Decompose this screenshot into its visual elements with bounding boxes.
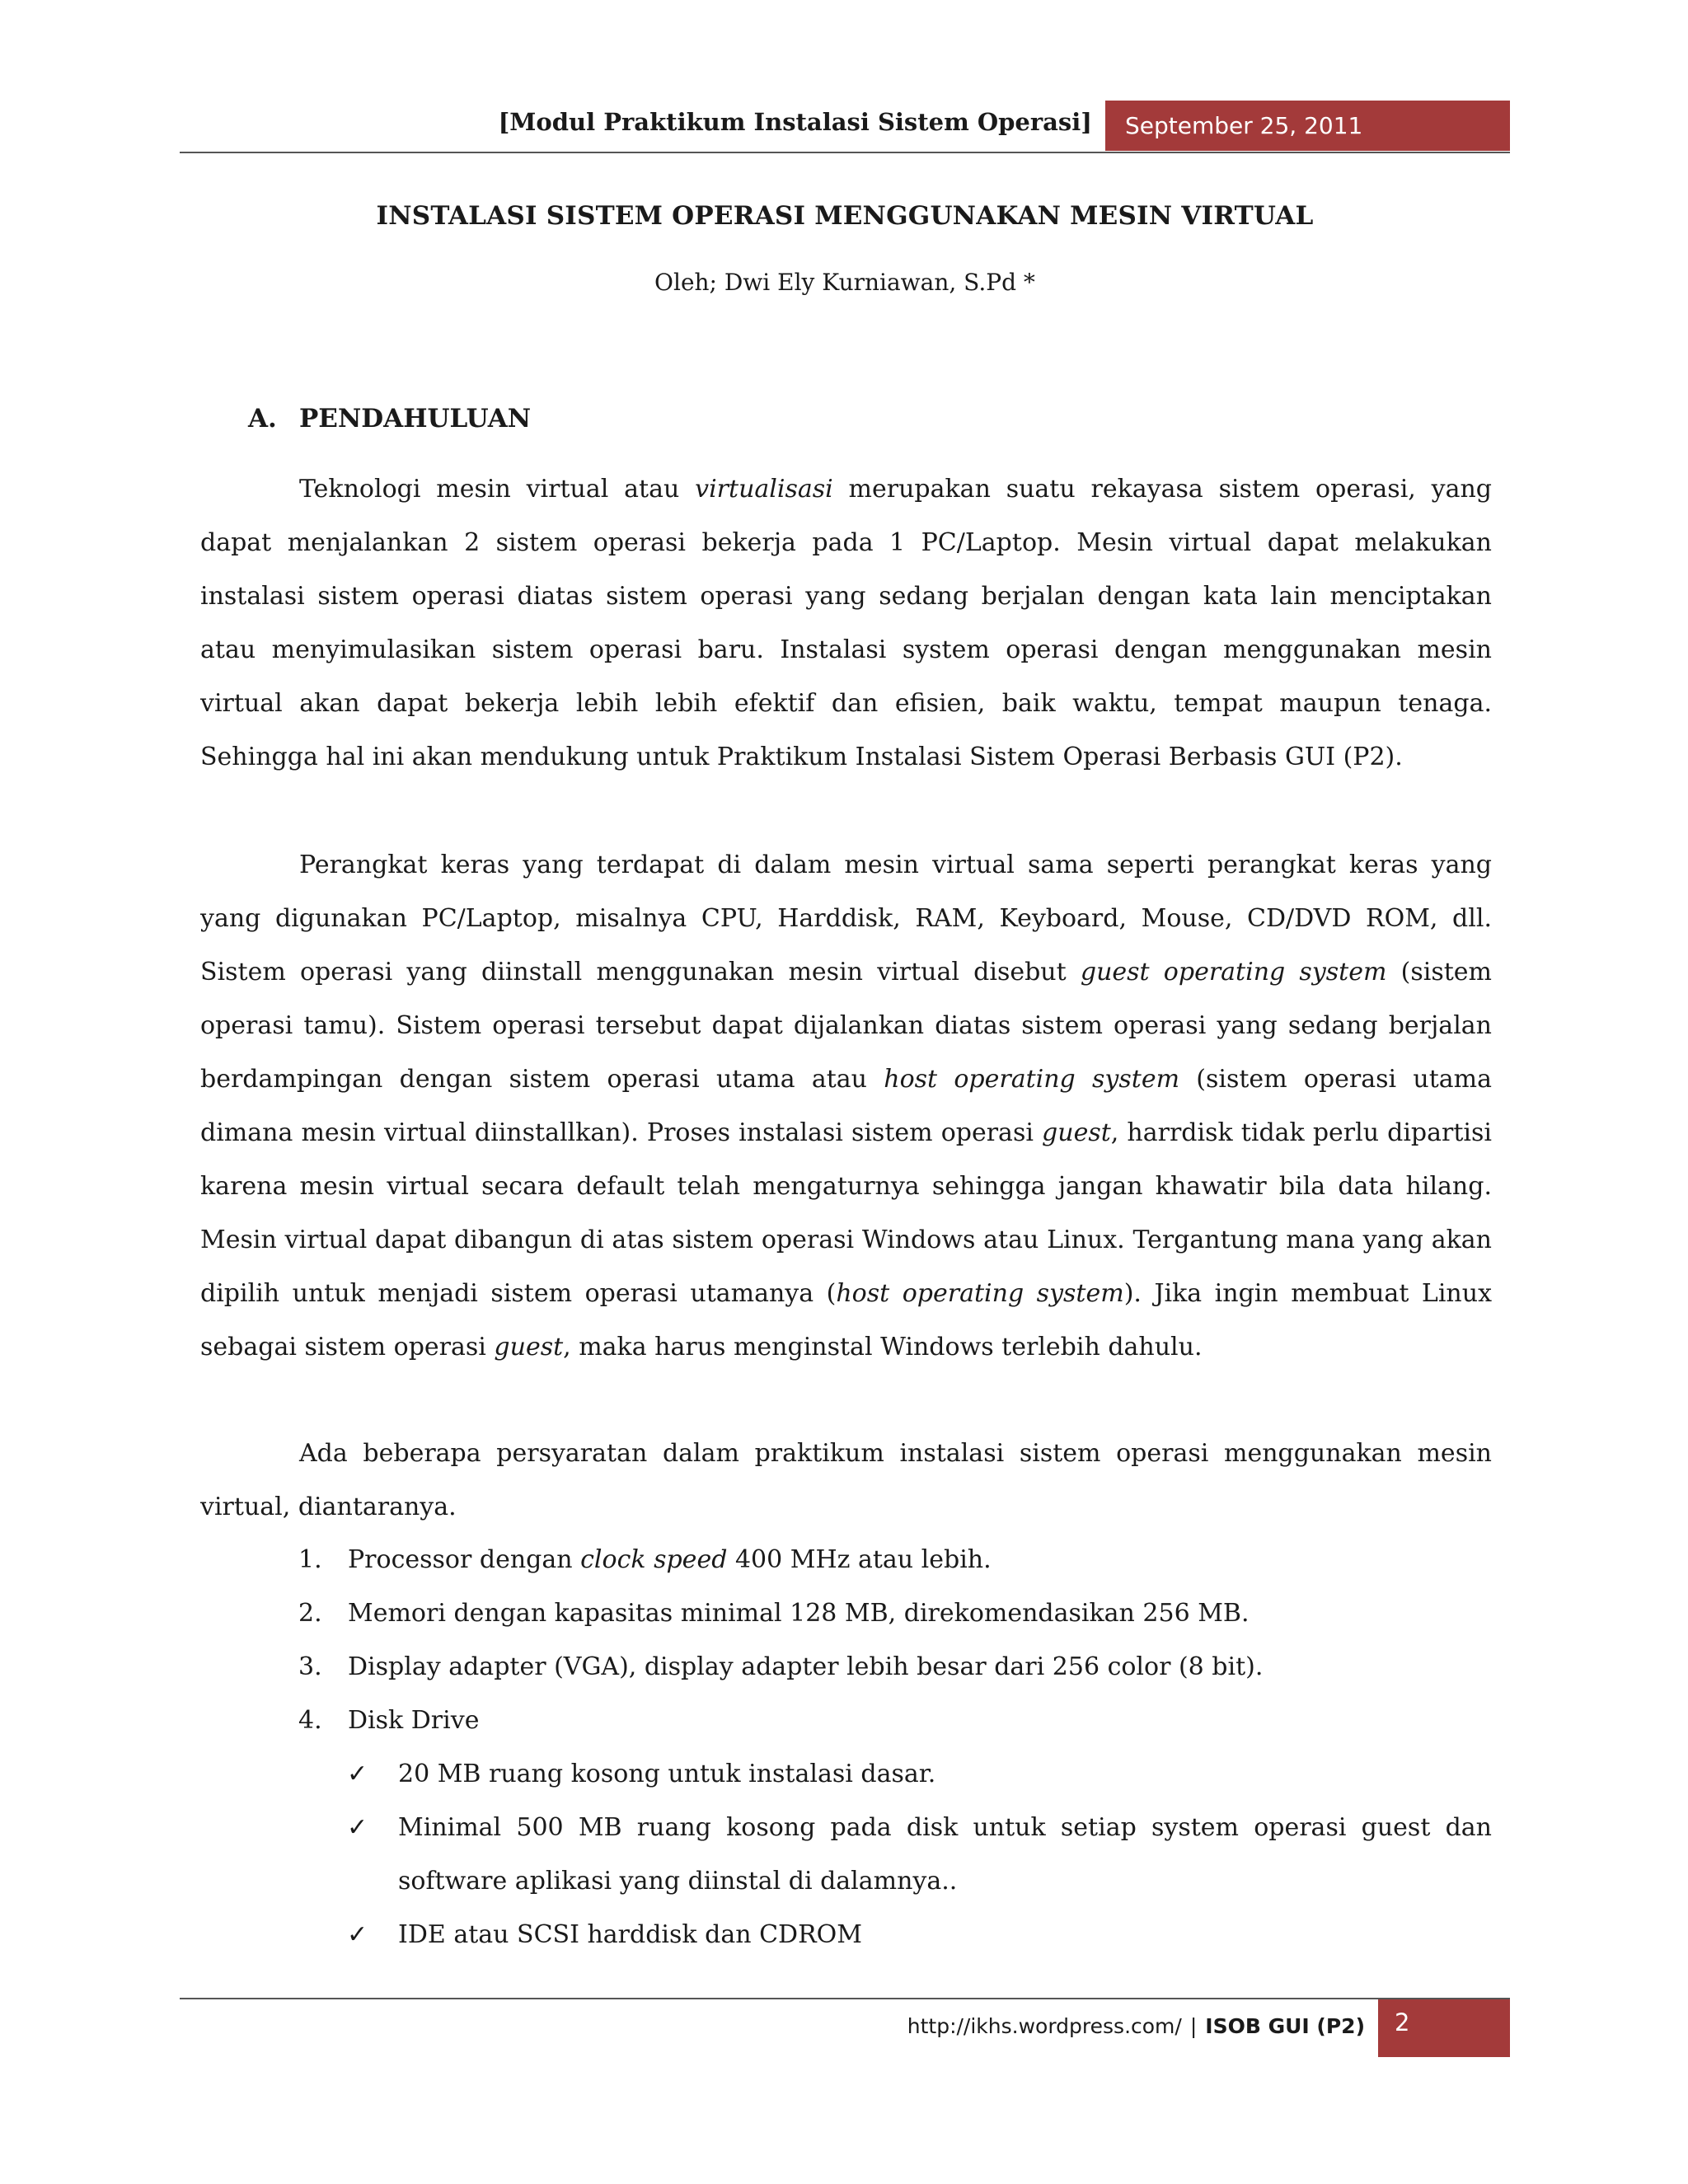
paragraph-text: (sistem operasi utama dimana mesin virtual diinstallkan). Proses instalasi sistem operasi xyxy=(200,1065,1492,1147)
paragraph-text: , harrdisk tidak perlu dipartisi karena mesin virtual secara default telah mengaturnya sehingga jangan khawatir bila data hilang. Mesin virtual dapat dibangun di atas sistem operasi Windows atau Linux. Tergantung mana yang akan dipilih untuk menjadi sistem operasi utamanya ( xyxy=(200,1118,1493,1308)
paragraph-text: (sistem operasi tamu). Sistem operasi tersebut dapat dijalankan diatas sistem operasi yang sedang berjalan berdampingan dengan sistem operasi utama atau xyxy=(200,958,1492,1094)
list-text: Display adapter (VGA), display adapter lebih besar dari 256 color (8 bit). xyxy=(348,1652,1264,1681)
checklist-text: 20 MB ruang kosong untuk instalasi dasar. xyxy=(398,1760,936,1788)
footer-url[interactable]: http://ikhs.wordpress.com/ xyxy=(907,2014,1182,2038)
list-item xyxy=(298,1640,1492,1694)
checklist-text: Minimal 500 MB ruang kosong pada disk untuk setiap system operasi guest dan software aplikasi yang diinstal di dalamnya.. xyxy=(398,1813,1492,1896)
section-title: PENDAHULUAN xyxy=(299,404,532,434)
paragraph-hardware xyxy=(200,838,1492,1374)
paragraph-text: Teknologi mesin virtual atau xyxy=(299,475,696,504)
checklist-item xyxy=(347,1908,1492,1961)
list-number: 1. xyxy=(298,1545,322,1574)
header-title: [Modul Praktikum Instalasi Sistem Operasi] xyxy=(498,108,1092,136)
list-item xyxy=(298,1694,1492,1747)
paragraph-text: Perangkat keras yang terdapat di dalam mesin virtual sama seperti perangkat keras yang yang digunakan PC/Laptop, misalnya CPU, Harddisk, RAM, Keyboard, Mouse, CD/DVD ROM, dll. Sistem operasi yang diinstall menggunakan mesin virtual disebut xyxy=(200,851,1492,987)
checklist-item xyxy=(347,1747,1492,1801)
list-text: Memori dengan kapasitas minimal 128 MB, direkomendasikan 256 MB. xyxy=(348,1599,1250,1628)
italic-term: guest xyxy=(1042,1118,1111,1147)
italic-term: host operating system xyxy=(884,1065,1180,1094)
italic-term: guest xyxy=(494,1333,564,1361)
list-number: 4. xyxy=(298,1706,322,1735)
checklist-item xyxy=(347,1801,1492,1908)
checklist-text: IDE atau SCSI harddisk dan CDROM xyxy=(398,1920,862,1949)
document-author: Oleh; Dwi Ely Kurniawan, S.Pd * xyxy=(654,269,1035,296)
italic-term: clock speed xyxy=(580,1545,728,1574)
paragraph-text: , maka harus menginstal Windows terlebih dahulu. xyxy=(563,1333,1203,1361)
document-title: INSTALASI SISTEM OPERASI MENGGUNAKAN MESIN VIRTUAL xyxy=(376,201,1314,231)
list-text: Disk Drive xyxy=(348,1706,480,1735)
list-item xyxy=(298,1586,1492,1640)
list-number: 3. xyxy=(298,1652,322,1681)
page-number: 2 xyxy=(1378,1999,1510,2057)
footer-divider xyxy=(180,1998,1510,1999)
footer-separator: | xyxy=(1189,2014,1198,2038)
footer-code: ISOB GUI (P2) xyxy=(1205,2014,1365,2038)
header-divider xyxy=(180,152,1510,153)
footer-text xyxy=(907,2014,1365,2038)
section-number: A. xyxy=(248,404,277,434)
list-number: 2. xyxy=(298,1599,322,1628)
checkmark-icon: ✓ xyxy=(347,1813,368,1842)
disk-requirements-list xyxy=(347,1747,1492,1961)
paragraph-text: Ada beberapa persyaratan dalam praktikum instalasi sistem operasi menggunakan mesin virtual, diantaranya. xyxy=(200,1439,1492,1521)
list-text: Processor dengan clock speed 400 MHz atau lebih. xyxy=(348,1545,992,1574)
checkmark-icon: ✓ xyxy=(347,1920,368,1949)
list-item xyxy=(298,1533,1492,1586)
header-date: September 25, 2011 xyxy=(1105,101,1510,151)
paragraph-text: merupakan suatu rekayasa sistem operasi, yang dapat menjalankan 2 sistem operasi bekerja pada 1 PC/Laptop. Mesin virtual dapat melakukan instalasi sistem operasi diatas sistem operasi yang sedang berjalan dengan kata lain menciptakan atau menyimulasikan sistem operasi baru. Instalasi system operasi dengan menggunakan mesin virtual akan dapat bekerja lebih lebih efektif dan efisien, baik waktu, tempat maupun tenaga. Sehingga hal ini akan mendukung untuk Praktikum Instalasi Sistem Operasi Berbasis GUI (P2). xyxy=(200,475,1492,771)
italic-term: virtualisasi xyxy=(695,475,833,504)
paragraph-requirements xyxy=(200,1427,1492,1534)
italic-term: host operating system xyxy=(836,1279,1124,1308)
requirements-list xyxy=(298,1533,1492,1747)
checkmark-icon: ✓ xyxy=(347,1760,368,1788)
section-heading xyxy=(248,404,531,434)
paragraph-text: ). Jika ingin membuat Linux sebagai sistem operasi xyxy=(200,1279,1492,1361)
paragraph-intro xyxy=(200,462,1492,784)
italic-term: guest operating system xyxy=(1080,958,1387,987)
